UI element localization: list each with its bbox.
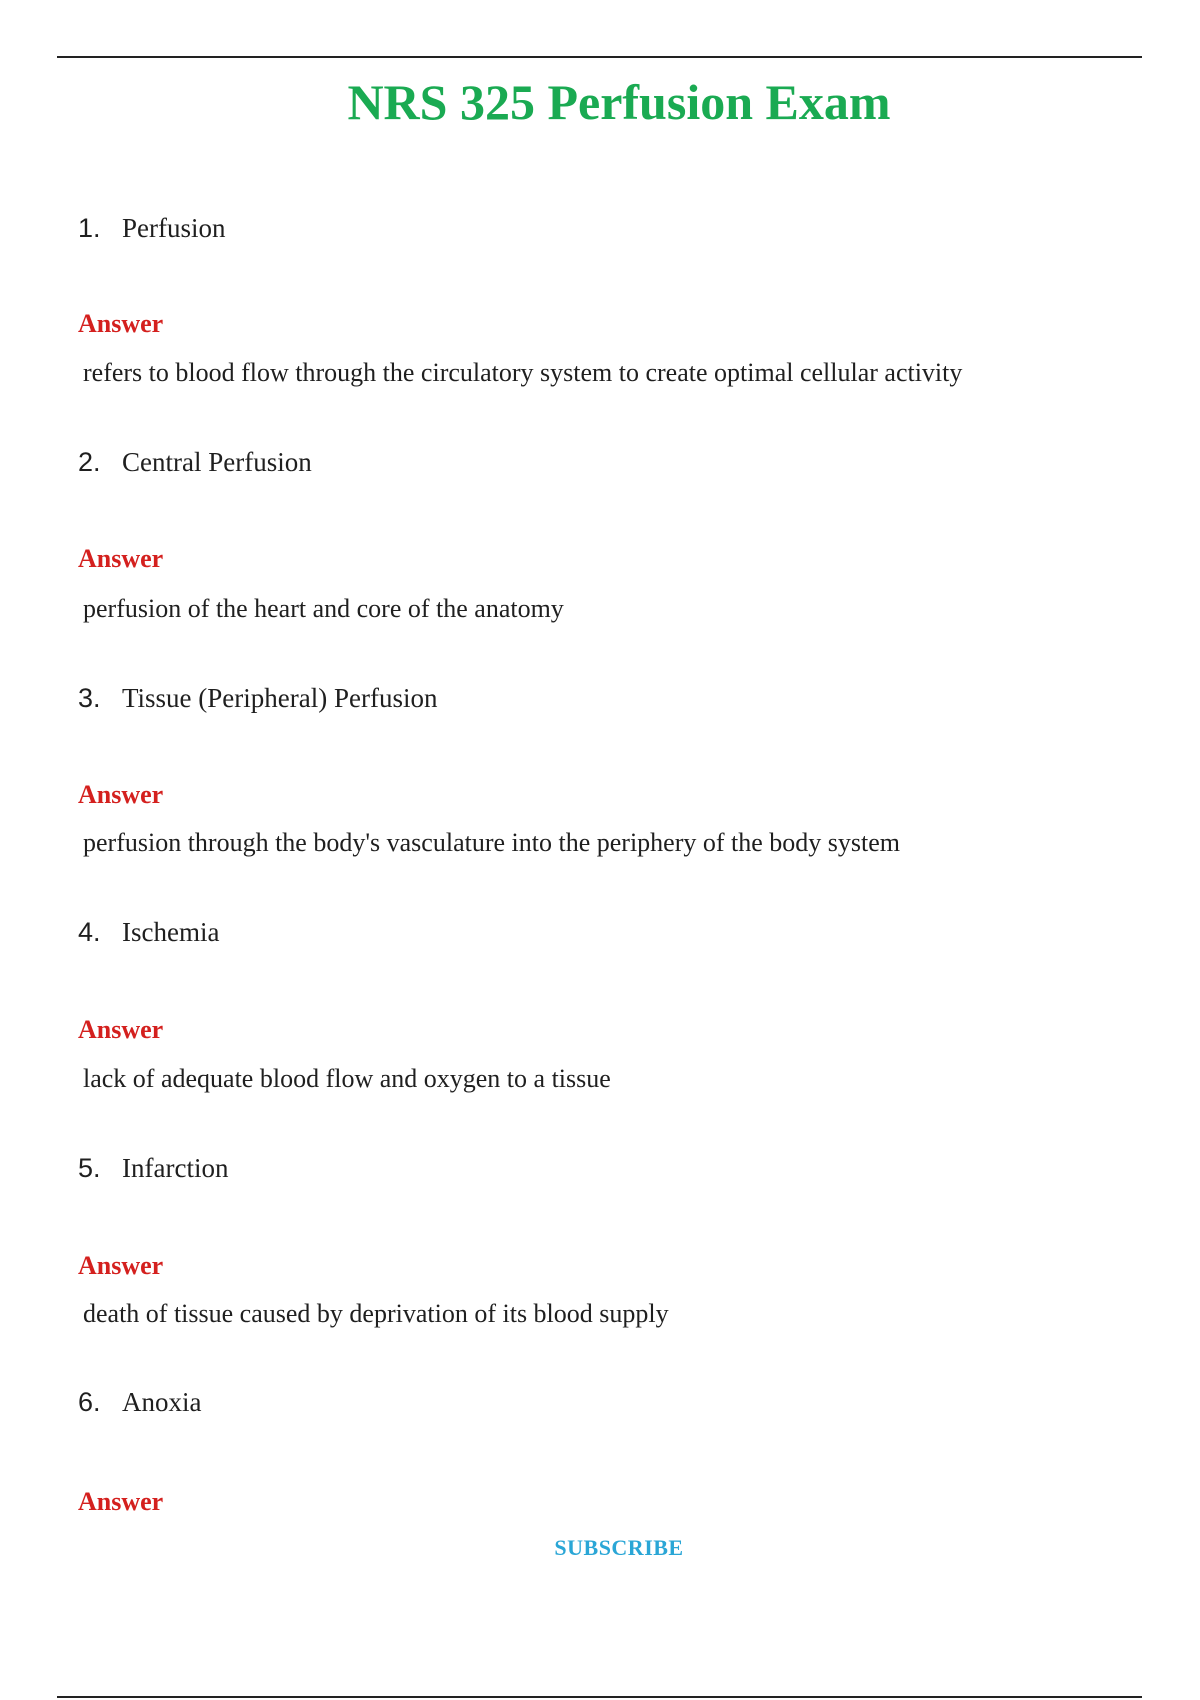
question-3 <box>78 681 437 715</box>
answer-text: perfusion through the body's vasculature into the periphery of the body system <box>83 828 901 857</box>
question-2 <box>78 445 312 479</box>
question-term: Perfusion <box>122 213 226 243</box>
question-6 <box>78 1385 201 1419</box>
question-number: 2. <box>78 447 101 477</box>
page-title: NRS 325 Perfusion Exam <box>347 74 891 130</box>
bottom-rule <box>57 1696 1142 1698</box>
answer-text: death of tissue caused by deprivation of its blood supply <box>83 1299 669 1328</box>
question-number: 6. <box>78 1387 101 1417</box>
answer-label: Answer <box>78 1015 164 1044</box>
subscribe-link[interactable]: SUBSCRIBE <box>554 1535 684 1560</box>
answer-label: Answer <box>78 1251 164 1280</box>
question-number: 3. <box>78 683 101 713</box>
question-term: Tissue (Peripheral) Perfusion <box>122 683 438 713</box>
question-term: Ischemia <box>122 917 220 947</box>
question-5 <box>78 1151 228 1185</box>
question-number: 5. <box>78 1153 101 1183</box>
question-term: Anoxia <box>122 1387 202 1417</box>
question-number: 4. <box>78 917 101 947</box>
answer-label: Answer <box>78 1487 164 1516</box>
answer-text: perfusion of the heart and core of the anatomy <box>83 594 564 623</box>
question-term: Central Perfusion <box>122 447 312 477</box>
question-1 <box>78 211 226 245</box>
question-term: Infarction <box>122 1153 229 1183</box>
answer-label: Answer <box>78 780 164 809</box>
answer-label: Answer <box>78 309 164 338</box>
answer-label: Answer <box>78 544 164 573</box>
question-number: 1. <box>78 213 101 243</box>
answer-text: refers to blood flow through the circulatory system to create optimal cellular activity <box>83 358 963 387</box>
top-rule <box>57 56 1142 58</box>
question-4 <box>78 915 219 949</box>
answer-text: lack of adequate blood flow and oxygen to a tissue <box>83 1064 611 1093</box>
